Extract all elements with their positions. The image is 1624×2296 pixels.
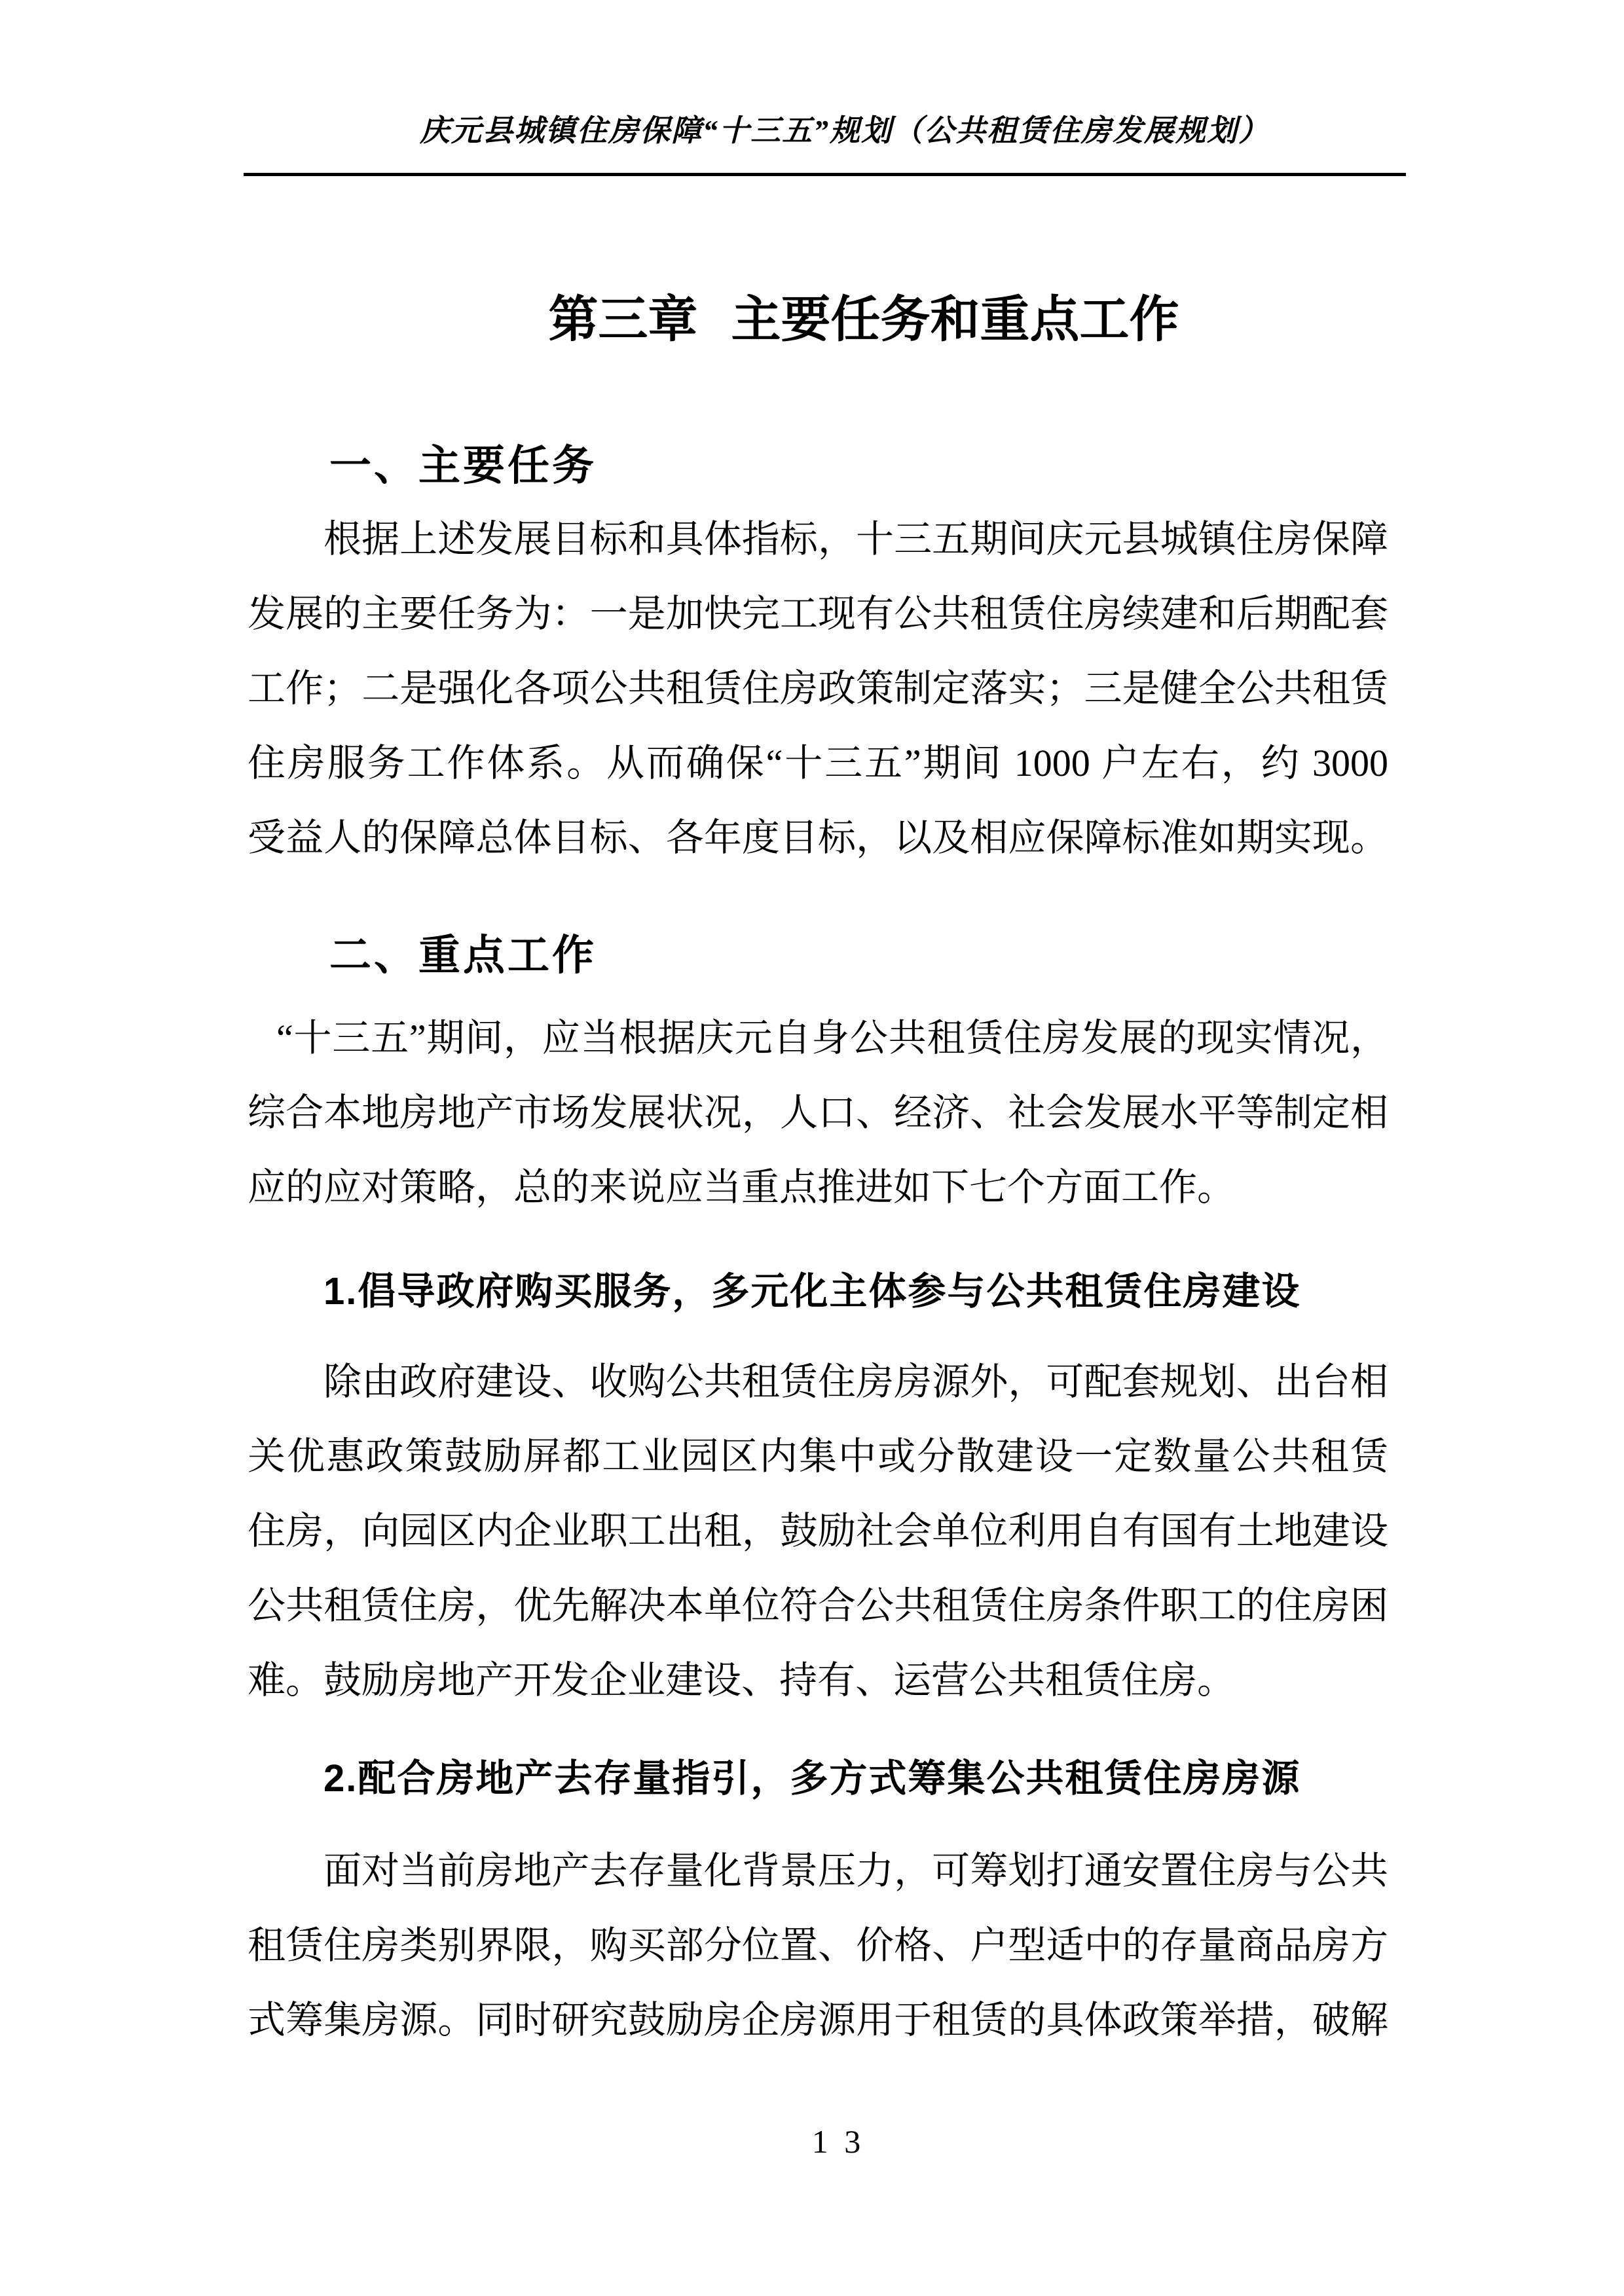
paragraph-item-1	[248, 1345, 1388, 1718]
paragraph-main-tasks	[248, 502, 1388, 875]
sub-heading-item-1: 1.倡导政府购买服务，多元化主体参与公共租赁住房建设	[323, 1270, 1301, 1313]
section-heading-main-tasks: 一、主要任务	[329, 442, 597, 489]
page-footer	[0, 2122, 1624, 2161]
header-divider-rule	[244, 173, 1406, 176]
chapter-title: 第三章 主要任务和重点工作	[548, 292, 1179, 348]
paragraph-line: “十三五”期间，应当根据庆元自身公共租赁住房发展的现实情况，	[276, 1017, 1388, 1059]
paragraph-line: 发展的主要任务为：一是加快完工现有公共租赁住房续建和后期配套	[248, 592, 1388, 635]
paragraph-line: 综合本地房地产市场发展状况，人口、经济、社会发展水平等制定相	[248, 1091, 1388, 1134]
paragraph-line: 租赁住房类别界限，购买部分位置、价格、户型适中的存量商品房方	[248, 1924, 1388, 1967]
paragraph-line: 住房服务工作体系。从而确保“十三五”期间 1000 户左右，约 3000	[248, 742, 1388, 784]
paragraph-line: 关优惠政策鼓励屏都工业园区内集中或分散建设一定数量公共租赁	[248, 1435, 1388, 1478]
paragraph-item-2	[248, 1834, 1388, 2058]
paragraph-line: 应的应对策略，总的来说应当重点推进如下七个方面工作。	[248, 1166, 1236, 1209]
section-heading-key-work: 二、重点工作	[329, 932, 597, 979]
paragraph-line: 住房，向园区内企业职工出租，鼓励社会单位利用自有国有土地建设	[248, 1510, 1388, 1552]
paragraph-line: 根据上述发展目标和具体指标，十三五期间庆元县城镇住房保障	[323, 518, 1388, 560]
paragraph-line: 公共租赁住房，优先解决本单位符合公共租赁住房条件职工的住房困	[248, 1584, 1388, 1627]
paragraph-line: 受益人的保障总体目标、各年度目标，以及相应保障标准如期实现。	[248, 816, 1388, 859]
running-header-title: 庆元县城镇住房保障“十三五”规划（公共租赁住房发展规划）	[420, 114, 1270, 147]
paragraph-key-work-intro	[248, 1001, 1388, 1225]
paragraph-line: 工作；二是强化各项公共租赁住房政策制定落实；三是健全公共租赁	[248, 667, 1388, 710]
paragraph-line: 面对当前房地产去存量化背景压力，可筹划打通安置住房与公共	[323, 1850, 1388, 1892]
page-number: 1 3	[811, 2123, 865, 2160]
paragraph-line: 难。鼓励房地产开发企业建设、持有、运营公共租赁住房。	[248, 1659, 1236, 1702]
sub-heading-item-2: 2.配合房地产去存量指引，多方式筹集公共租赁住房房源	[323, 1757, 1301, 1800]
paragraph-line: 式筹集房源。同时研究鼓励房企房源用于租赁的具体政策举措，破解	[248, 1999, 1388, 2041]
paragraph-line: 除由政府建设、收购公共租赁住房房源外，可配套规划、出台相	[323, 1360, 1388, 1403]
document-body	[248, 438, 1388, 2058]
